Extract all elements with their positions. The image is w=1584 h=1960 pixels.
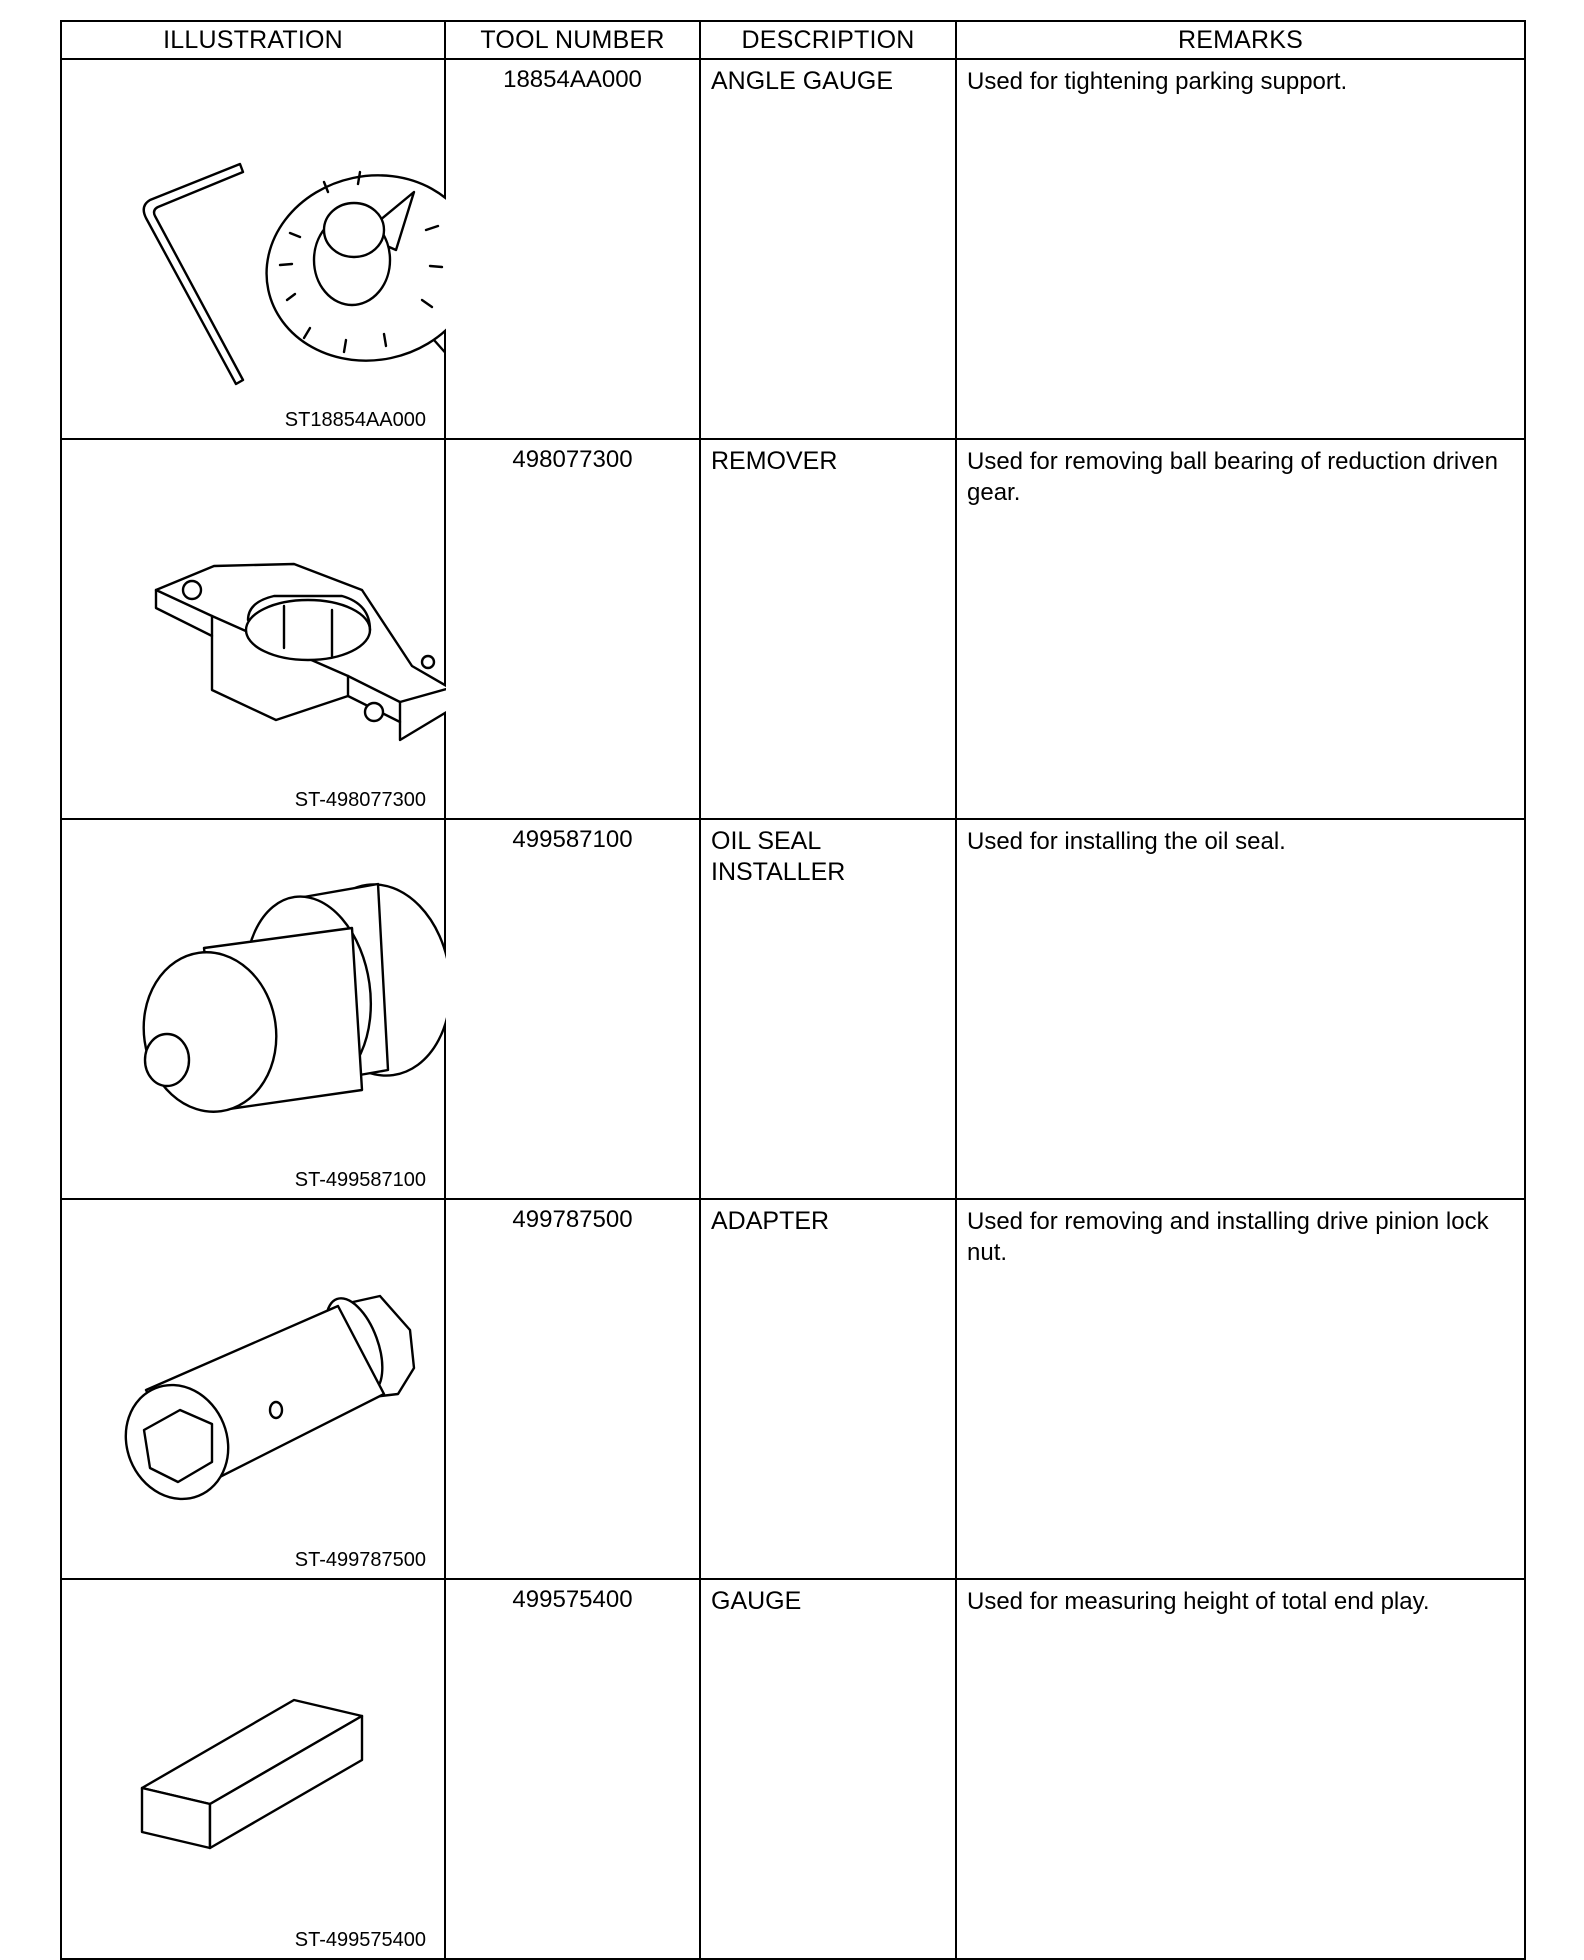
header-remarks: REMARKS xyxy=(956,21,1525,59)
description-cell: REMOVER xyxy=(700,439,956,819)
description-cell: ANGLE GAUGE xyxy=(700,59,956,439)
remarks-cell: Used for measuring height of total end play. xyxy=(956,1579,1525,1959)
remarks-cell: Used for removing ball bearing of reduction driven gear. xyxy=(956,439,1525,819)
gauge-block-illustration xyxy=(62,1580,446,1952)
illustration-caption: ST18854AA000 xyxy=(284,409,426,431)
remarks-cell: Used for tightening parking support. xyxy=(956,59,1525,439)
illustration-caption: ST-498077300 xyxy=(294,789,426,811)
table-row xyxy=(61,439,1525,819)
illustration-caption: ST-499587100 xyxy=(294,1169,426,1191)
oil-seal-installer-illustration xyxy=(62,820,446,1192)
illustration-cell xyxy=(61,439,445,819)
illustration-cell xyxy=(61,1579,445,1959)
remover-illustration xyxy=(62,440,446,812)
description-cell: OIL SEAL INSTALLER xyxy=(700,819,956,1199)
remarks-cell: Used for removing and installing drive pinion lock nut. xyxy=(956,1199,1525,1579)
header-description: DESCRIPTION xyxy=(700,21,956,59)
tool-number-cell: 499787500 xyxy=(445,1199,700,1579)
angle-gauge-illustration xyxy=(62,60,446,432)
special-tools-table xyxy=(60,20,1526,1960)
tool-number-cell: 18854AA000 xyxy=(445,59,700,439)
illustration-cell xyxy=(61,819,445,1199)
description-cell: ADAPTER xyxy=(700,1199,956,1579)
adapter-illustration xyxy=(62,1200,446,1572)
table-row xyxy=(61,1199,1525,1579)
tool-number-cell: 498077300 xyxy=(445,439,700,819)
table-row xyxy=(61,819,1525,1199)
illustration-cell xyxy=(61,59,445,439)
tool-number-cell: 499587100 xyxy=(445,819,700,1199)
illustration-caption: ST-499787500 xyxy=(294,1549,426,1571)
illustration-cell xyxy=(61,1199,445,1579)
remarks-cell: Used for installing the oil seal. xyxy=(956,819,1525,1199)
table-row xyxy=(61,59,1525,439)
tool-number-cell: 499575400 xyxy=(445,1579,700,1959)
description-cell: GAUGE xyxy=(700,1579,956,1959)
header-illustration: ILLUSTRATION xyxy=(61,21,445,59)
header-tool-number: TOOL NUMBER xyxy=(445,21,700,59)
header-row xyxy=(61,21,1525,59)
illustration-caption: ST-499575400 xyxy=(294,1929,426,1951)
table-row xyxy=(61,1579,1525,1959)
